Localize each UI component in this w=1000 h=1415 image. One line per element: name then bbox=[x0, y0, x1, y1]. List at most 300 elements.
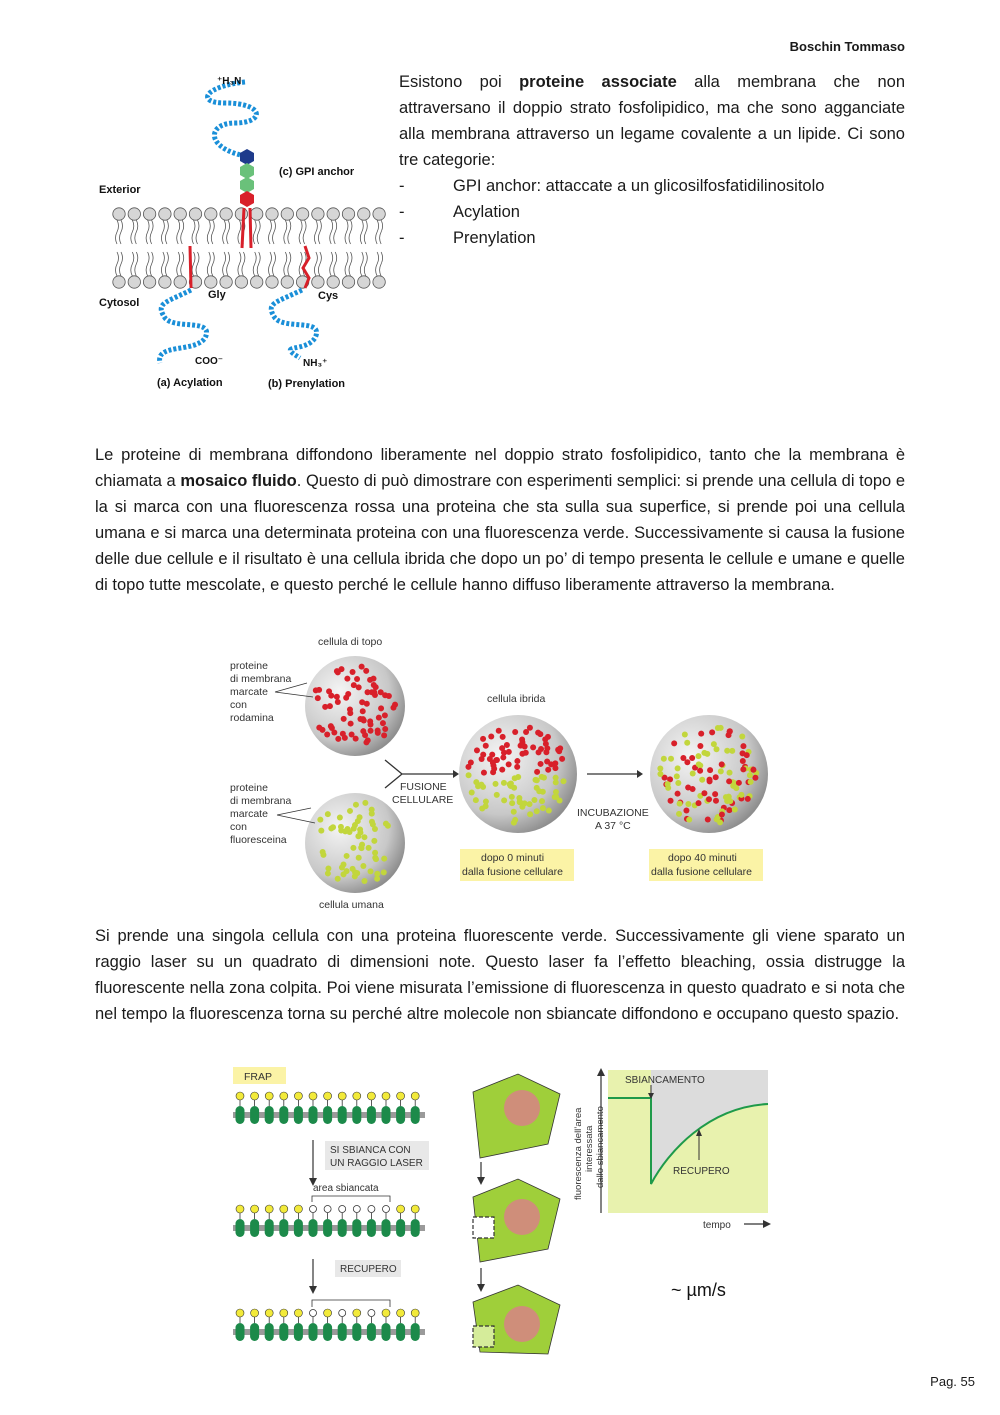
human-cell-label: cellula umana bbox=[319, 899, 384, 911]
protein-dot bbox=[727, 770, 733, 776]
protein-dot bbox=[367, 677, 373, 683]
protein-dot bbox=[354, 676, 360, 682]
gpi-protein-chain bbox=[208, 82, 257, 156]
nucleus-recovered bbox=[504, 1306, 540, 1342]
protein-dot bbox=[553, 779, 559, 785]
membrane-protein bbox=[382, 1323, 391, 1341]
protein-dot bbox=[506, 761, 512, 767]
membrane-protein bbox=[367, 1106, 376, 1124]
membrane-protein bbox=[338, 1219, 347, 1237]
bleached-fluorophore bbox=[339, 1310, 346, 1317]
protein-dot bbox=[479, 756, 485, 762]
protein-dot bbox=[705, 817, 711, 823]
lipid-tail bbox=[116, 252, 123, 276]
lipid-tail bbox=[161, 220, 168, 244]
lipid-head bbox=[281, 276, 293, 288]
frap-title: FRAP bbox=[244, 1071, 273, 1083]
svg-text:marcate: marcate bbox=[230, 686, 268, 698]
lipid-head bbox=[266, 208, 278, 220]
protein-dot bbox=[316, 687, 322, 693]
svg-text:con: con bbox=[230, 699, 247, 711]
protein-dot bbox=[334, 694, 340, 700]
lipid-head bbox=[205, 208, 217, 220]
lipid-tail bbox=[177, 252, 184, 276]
protein-dot bbox=[381, 856, 387, 862]
bleached-square bbox=[473, 1217, 494, 1238]
protein-dot bbox=[539, 798, 545, 804]
lipid-tail bbox=[269, 220, 276, 244]
protein-dot bbox=[324, 731, 330, 737]
membrane-protein bbox=[236, 1106, 245, 1124]
nh3-label: NH₃⁺ bbox=[303, 358, 328, 369]
protein-dot bbox=[493, 781, 499, 787]
membrane-protein bbox=[396, 1106, 405, 1124]
lipid-head bbox=[205, 276, 217, 288]
protein-dot bbox=[690, 786, 696, 792]
protein-dot bbox=[696, 761, 702, 767]
time40-line2: dalla fusione cellulare bbox=[651, 866, 752, 878]
protein-dot bbox=[382, 726, 388, 732]
protein-dot bbox=[727, 728, 733, 734]
protein-dot bbox=[371, 682, 377, 688]
bleached-fluorophore bbox=[339, 1206, 346, 1213]
protein-dot bbox=[671, 740, 677, 746]
protein-dot bbox=[726, 807, 732, 813]
lipid-tail bbox=[269, 252, 276, 276]
protein-dot bbox=[701, 790, 707, 796]
membrane-protein bbox=[367, 1323, 376, 1341]
protein-dot bbox=[376, 715, 382, 721]
protein-dot bbox=[362, 800, 368, 806]
protein-dot bbox=[382, 712, 388, 718]
protein-dot bbox=[674, 773, 680, 779]
protein-dot bbox=[347, 829, 353, 835]
protein-dot bbox=[360, 728, 366, 734]
protein-dot bbox=[544, 759, 550, 765]
protein-dot bbox=[368, 728, 374, 734]
protein-dot bbox=[509, 800, 515, 806]
protein-dot bbox=[348, 721, 354, 727]
recovery-badge-label: RECUPERO bbox=[340, 1264, 397, 1275]
protein-dot bbox=[474, 747, 480, 753]
protein-dot bbox=[370, 821, 376, 827]
membrane-protein bbox=[338, 1106, 347, 1124]
list-item: - Acylation bbox=[399, 203, 520, 221]
membrane-protein bbox=[411, 1106, 420, 1124]
membrane-protein bbox=[294, 1323, 303, 1341]
fluorophore bbox=[382, 1092, 390, 1100]
protein-dot bbox=[325, 870, 331, 876]
list-item: - GPI anchor: attaccate a un glicosilfosfatidilinositolo bbox=[399, 177, 825, 195]
protein-dot bbox=[747, 772, 753, 778]
protein-dot bbox=[706, 796, 712, 802]
protein-dot bbox=[512, 817, 518, 823]
membrane-protein bbox=[396, 1219, 405, 1237]
lipid-head bbox=[189, 208, 201, 220]
fluorophore bbox=[251, 1205, 259, 1213]
membrane-protein bbox=[352, 1219, 361, 1237]
lipid-head bbox=[235, 208, 247, 220]
fluorophore bbox=[280, 1092, 288, 1100]
time0-line1: dopo 0 minuti bbox=[481, 852, 545, 864]
lipid-head bbox=[358, 208, 370, 220]
protein-dot bbox=[490, 769, 496, 775]
membrane-protein bbox=[279, 1219, 288, 1237]
protein-dot bbox=[736, 780, 742, 786]
membrane-protein bbox=[382, 1219, 391, 1237]
fluorophore bbox=[411, 1092, 419, 1100]
lipid-head bbox=[113, 208, 125, 220]
protein-dot bbox=[752, 775, 758, 781]
cys-label: Cys bbox=[318, 290, 339, 302]
protein-dot bbox=[740, 750, 746, 756]
fluorophore bbox=[324, 1092, 332, 1100]
lipid-tail bbox=[253, 220, 260, 244]
protein-dot bbox=[724, 798, 730, 804]
protein-dot bbox=[686, 817, 692, 823]
protein-dot bbox=[668, 798, 674, 804]
lipid-head bbox=[327, 276, 339, 288]
protein-dot bbox=[386, 693, 392, 699]
coo-label: COO⁻ bbox=[195, 356, 224, 367]
gpi-sugar-3 bbox=[240, 177, 254, 193]
protein-dot bbox=[369, 811, 375, 817]
bleached-fluorophore bbox=[310, 1206, 317, 1213]
protein-dot bbox=[473, 779, 479, 785]
bleaching-label: SBIANCAMENTO bbox=[625, 1075, 705, 1086]
protein-dot bbox=[514, 764, 520, 770]
protein-dot bbox=[701, 750, 707, 756]
lipid-head bbox=[281, 208, 293, 220]
lipid-tail bbox=[330, 220, 337, 244]
protein-dot bbox=[668, 756, 674, 762]
protein-dot bbox=[511, 809, 517, 815]
protein-dot bbox=[343, 695, 349, 701]
list-item: - Prenylation bbox=[399, 229, 536, 247]
lipid-tail bbox=[131, 252, 138, 276]
nucleus-before bbox=[504, 1090, 540, 1126]
fluorescein-pointer bbox=[277, 808, 315, 823]
protein-dot bbox=[481, 770, 487, 776]
fluorophore bbox=[265, 1309, 273, 1317]
membrane-protein bbox=[265, 1106, 274, 1124]
time0-line2: dalla fusione cellulare bbox=[462, 866, 563, 878]
fluorophore bbox=[265, 1092, 273, 1100]
membrane-protein bbox=[396, 1323, 405, 1341]
lipid-tail bbox=[284, 252, 291, 276]
svg-text:fluorescenza dell’area: fluorescenza dell’area bbox=[573, 1107, 584, 1200]
time40-line1: dopo 40 minuti bbox=[668, 852, 737, 864]
fluorophore bbox=[411, 1309, 419, 1317]
lipid-tail bbox=[207, 220, 214, 244]
protein-dot bbox=[372, 850, 378, 856]
protein-dot bbox=[351, 682, 357, 688]
incubation-label-1: INCUBAZIONE bbox=[577, 807, 649, 819]
fluorophore bbox=[309, 1092, 317, 1100]
protein-dot bbox=[559, 756, 565, 762]
bleached-area-label: area sbiancata bbox=[313, 1183, 379, 1194]
lipid-tail bbox=[376, 220, 383, 244]
protein-dot bbox=[718, 768, 724, 774]
protein-dot bbox=[360, 863, 366, 869]
lipid-tail bbox=[253, 252, 260, 276]
protein-dot bbox=[534, 769, 540, 775]
fluorophore bbox=[353, 1092, 361, 1100]
protein-dot bbox=[697, 768, 703, 774]
protein-dot bbox=[685, 801, 691, 807]
protein-dot bbox=[519, 741, 525, 747]
lipid-head bbox=[251, 276, 263, 288]
protein-dot bbox=[543, 749, 549, 755]
gpi-sugar-4 bbox=[240, 191, 254, 207]
membrane-protein bbox=[279, 1106, 288, 1124]
protein-dot bbox=[374, 876, 380, 882]
protein-dot bbox=[657, 766, 663, 772]
protein-dot bbox=[347, 706, 353, 712]
protein-dot bbox=[504, 742, 510, 748]
protein-dot bbox=[537, 731, 543, 737]
protein-dot bbox=[542, 736, 548, 742]
membrane-protein bbox=[411, 1219, 420, 1237]
fluorophore bbox=[280, 1309, 288, 1317]
protein-dot bbox=[347, 808, 353, 814]
protein-dot bbox=[341, 861, 347, 867]
membrane-protein bbox=[279, 1323, 288, 1341]
protein-dot bbox=[527, 801, 533, 807]
protein-dot bbox=[350, 866, 356, 872]
prenylation-label: (b) Prenylation bbox=[268, 378, 346, 390]
lipid-head bbox=[342, 208, 354, 220]
protein-dot bbox=[338, 824, 344, 830]
protein-dot bbox=[657, 771, 663, 777]
fluorophore bbox=[397, 1309, 405, 1317]
protein-dot bbox=[344, 676, 350, 682]
lipid-tail bbox=[314, 220, 321, 244]
protein-dot bbox=[661, 756, 667, 762]
protein-dot bbox=[366, 845, 372, 851]
fluorophore bbox=[236, 1092, 244, 1100]
membrane-protein bbox=[265, 1323, 274, 1341]
membrane-protein-figure bbox=[95, 68, 395, 398]
protein-dot bbox=[516, 795, 522, 801]
protein-dot bbox=[540, 805, 546, 811]
bleached-fluorophore bbox=[368, 1206, 375, 1213]
protein-dot bbox=[557, 745, 563, 751]
protein-dot bbox=[699, 777, 705, 783]
protein-dot bbox=[383, 821, 389, 827]
lipid-head bbox=[312, 208, 324, 220]
frap-paragraph: Si prende una singola cellula con una proteina fluorescente verde. Successivamente gli viene sparato un raggio laser su un quadrato di dimensioni note. Questo laser fa l’effetto bleaching, ossia distrugge la fluorescente nella zona colpita. Poi viene misurata l’emissione di fluorescenza in questo quadrato e si nota che nel tempo la fluorescenza torna su perché altre molecole non sbiancate diffondono e occupano questo spazio. bbox=[95, 927, 905, 1023]
lipid-head bbox=[143, 208, 155, 220]
protein-dot bbox=[368, 868, 374, 874]
protein-dot bbox=[357, 814, 363, 820]
protein-dot bbox=[363, 739, 369, 745]
svg-text:marcate: marcate bbox=[230, 808, 268, 820]
protein-dot bbox=[359, 699, 365, 705]
lipid-head bbox=[113, 276, 125, 288]
lipid-head bbox=[220, 276, 232, 288]
lipid-tail bbox=[345, 252, 352, 276]
membrane-protein bbox=[411, 1323, 420, 1341]
lipid-head bbox=[143, 276, 155, 288]
lipid-head bbox=[342, 276, 354, 288]
protein-dot bbox=[373, 856, 379, 862]
protein-dot bbox=[483, 743, 489, 749]
protein-dot bbox=[508, 783, 514, 789]
protein-dot bbox=[536, 749, 542, 755]
bleached-fluorophore bbox=[324, 1206, 331, 1213]
lipid-head bbox=[159, 276, 171, 288]
protein-dot bbox=[512, 775, 518, 781]
fluid-mosaic-paragraph: Le proteine di membrana diffondono liberamente nel doppio strato fosfolipidico, tanto che la membrana è chiamata a mosaico fluido. Questo di può dimostrare con esperimenti semplici: si prende una cellula di topo e la si marca con una fluorescenza rossa una proteina che sta sulla sua superfice, si prende poi una cellula umana e si marca una determinata proteina con una fluorescenza verde. Successivamente si causa la fusione delle due cellule e il risultato è una cellula ibrida che dopo un po’ di tempo presenta le cellule e umane e quelle di topo tutte mescolate, e questo perché le cellule hanno diffuso liberamente attraverso la membrana. bbox=[95, 446, 906, 594]
membrane-protein bbox=[323, 1106, 332, 1124]
protein-dot bbox=[342, 735, 348, 741]
protein-dot bbox=[560, 778, 566, 784]
lipid-tail bbox=[192, 220, 199, 244]
protein-dot bbox=[381, 869, 387, 875]
bleached-fluorophore bbox=[353, 1206, 360, 1213]
protein-dot bbox=[677, 801, 683, 807]
protein-dot bbox=[514, 758, 520, 764]
lipid-tail bbox=[116, 220, 123, 244]
protein-dot bbox=[707, 767, 713, 773]
frap-figure bbox=[228, 1062, 773, 1362]
lipid-tail bbox=[177, 220, 184, 244]
fluorophore bbox=[397, 1092, 405, 1100]
lipid-head bbox=[220, 208, 232, 220]
gpi-sugar-2 bbox=[240, 163, 254, 179]
protein-dot bbox=[675, 780, 681, 786]
membrane-protein bbox=[294, 1106, 303, 1124]
protein-dot bbox=[478, 782, 484, 788]
protein-dot bbox=[714, 816, 720, 822]
protein-dot bbox=[378, 705, 384, 711]
protein-dot bbox=[740, 758, 746, 764]
protein-dot bbox=[531, 797, 537, 803]
protein-dot bbox=[712, 791, 718, 797]
fluorophore bbox=[294, 1205, 302, 1213]
protein-dot bbox=[359, 664, 365, 670]
membrane-protein bbox=[250, 1106, 259, 1124]
protein-dot bbox=[318, 828, 324, 834]
lipid-head bbox=[128, 276, 140, 288]
protein-dot bbox=[355, 833, 361, 839]
fluorophore bbox=[324, 1309, 332, 1317]
protein-dot bbox=[745, 796, 751, 802]
protein-dot bbox=[357, 826, 363, 832]
protein-dot bbox=[675, 791, 681, 797]
lipid-head bbox=[174, 208, 186, 220]
protein-dot bbox=[335, 699, 341, 705]
exterior-label: Exterior bbox=[99, 184, 141, 196]
protein-dot bbox=[719, 761, 725, 767]
protein-dot bbox=[465, 764, 471, 770]
protein-dot bbox=[522, 800, 528, 806]
prenylation-chain bbox=[271, 290, 316, 358]
lipid-tail bbox=[161, 252, 168, 276]
membrane-protein bbox=[338, 1323, 347, 1341]
protein-row-recovered bbox=[233, 1309, 425, 1341]
gpi-sugar-1 bbox=[240, 149, 254, 165]
protein-dot bbox=[750, 767, 756, 773]
intro-paragraph: Esistono poi proteine associate alla membrana che non attraversano il doppio strato fosfolipidico, ma che sono agganciate alla membrana attraverso un legame covalente a un lipide. Ci sono tre categorie: bbox=[399, 73, 905, 169]
fluorophore bbox=[251, 1309, 259, 1317]
fluorophore bbox=[294, 1092, 302, 1100]
protein-dot bbox=[350, 845, 356, 851]
protein-dot bbox=[466, 772, 472, 778]
svg-text:con: con bbox=[230, 821, 247, 833]
protein-dot bbox=[740, 766, 746, 772]
page-number: Pag. 55 bbox=[930, 1374, 975, 1389]
protein-dot bbox=[367, 718, 373, 724]
protein-dot bbox=[341, 716, 347, 722]
fluorophore bbox=[353, 1309, 361, 1317]
protein-dot bbox=[509, 794, 515, 800]
fluorophore bbox=[280, 1205, 288, 1213]
protein-dot bbox=[330, 824, 336, 830]
protein-dot bbox=[665, 781, 671, 787]
membrane-protein bbox=[250, 1219, 259, 1237]
lipid-head bbox=[235, 276, 247, 288]
lipid-tail bbox=[299, 220, 306, 244]
intro-list bbox=[399, 173, 905, 251]
protein-dot bbox=[553, 794, 559, 800]
lipid-tail bbox=[146, 252, 153, 276]
protein-dot bbox=[392, 702, 398, 708]
protein-dot bbox=[536, 788, 542, 794]
fluorophore bbox=[236, 1205, 244, 1213]
membrane-protein bbox=[265, 1219, 274, 1237]
lipid-tail bbox=[223, 220, 230, 244]
fusion-label-1: FUSIONE bbox=[400, 781, 447, 793]
protein-dot bbox=[724, 748, 730, 754]
protein-dot bbox=[380, 720, 386, 726]
protein-dot bbox=[709, 729, 715, 735]
protein-dot bbox=[488, 733, 494, 739]
protein-dot bbox=[341, 871, 347, 877]
lipid-tail bbox=[284, 220, 291, 244]
protein-dot bbox=[361, 834, 367, 840]
bleached-fluorophore bbox=[310, 1310, 317, 1317]
protein-dot bbox=[496, 728, 502, 734]
protein-dot bbox=[494, 792, 500, 798]
protein-dot bbox=[325, 811, 331, 817]
recovery-bracket bbox=[312, 1300, 390, 1307]
protein-dot bbox=[469, 789, 475, 795]
protein-dot bbox=[715, 725, 721, 731]
protein-dot bbox=[714, 746, 720, 752]
acylation-label: (a) Acylation bbox=[157, 377, 223, 389]
lipid-tail bbox=[223, 252, 230, 276]
protein-dot bbox=[483, 798, 489, 804]
svg-text:proteine: proteine bbox=[230, 782, 268, 794]
protein-dot bbox=[541, 775, 547, 781]
membrane-protein bbox=[309, 1219, 318, 1237]
protein-dot bbox=[480, 736, 486, 742]
protein-dot bbox=[697, 743, 703, 749]
acylation-chain bbox=[160, 290, 207, 363]
membrane-protein bbox=[294, 1219, 303, 1237]
protein-dot bbox=[719, 812, 725, 818]
lipid-head bbox=[373, 208, 385, 220]
nucleus-bleached bbox=[504, 1199, 540, 1235]
protein-dot bbox=[494, 757, 500, 763]
fluorophore bbox=[338, 1092, 346, 1100]
protein-dot bbox=[707, 777, 713, 783]
protein-dot bbox=[375, 730, 381, 736]
protein-dot bbox=[530, 744, 536, 750]
cell-fusion-figure bbox=[225, 630, 775, 915]
